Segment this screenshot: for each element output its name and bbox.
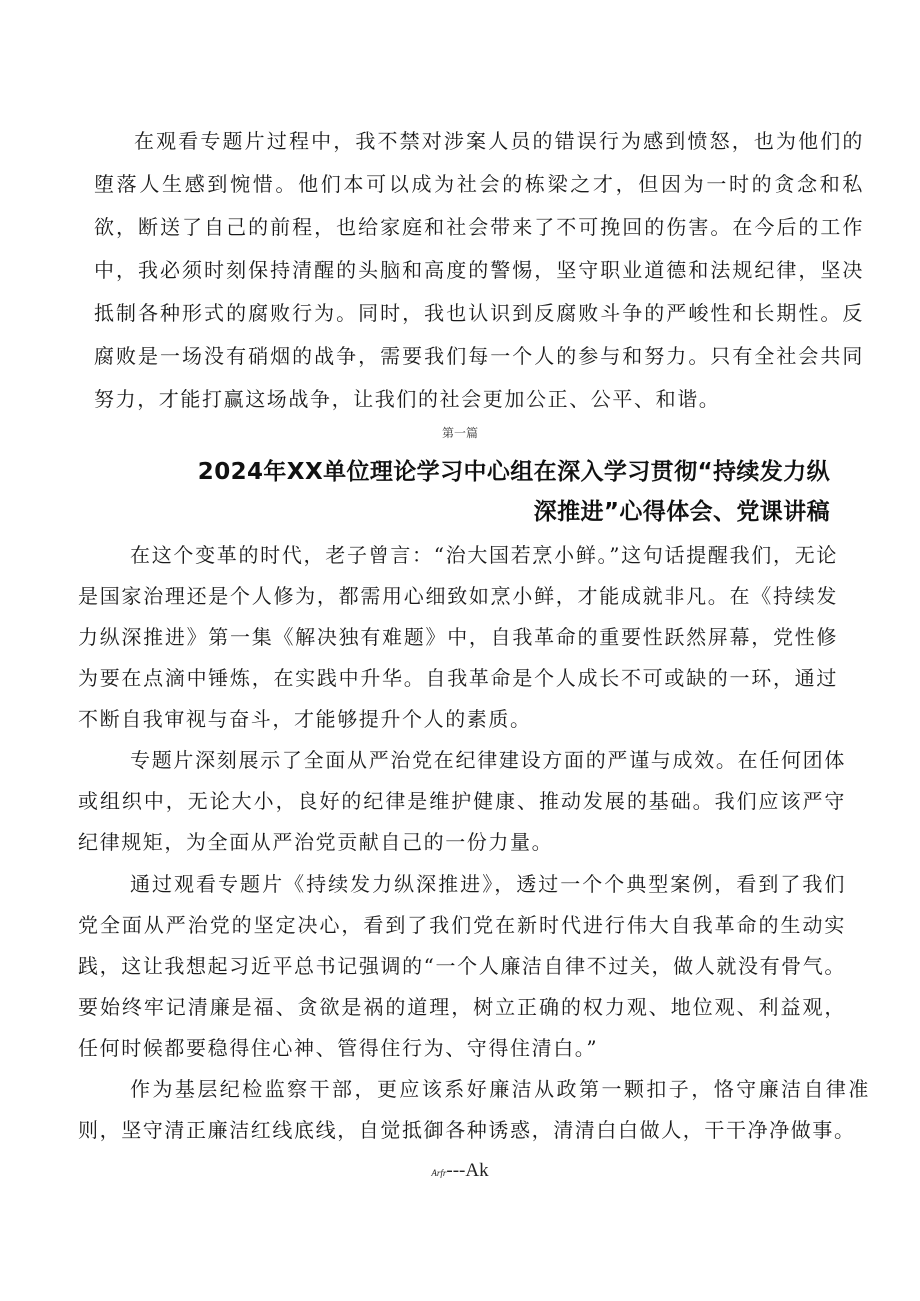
footer-small-text: Arfr xyxy=(431,1168,447,1178)
page-footer xyxy=(0,1160,920,1182)
paragraph-5: 作为基层纪检监察干部，更应该系好廉洁从政第一颗扣子，恪守廉洁自律准则，坚守清正廉洁红线底线，自觉抵御各种诱惑，清清白白做人，干干净净做事。 xyxy=(78,1077,870,1142)
section-marker: 第一篇 xyxy=(441,426,478,440)
paragraph-4: 通过观看专题片《持续发力纵深推进》，透过一个个典型案例，看到了我们党全面从严治党的坚定决心，看到了我们党在新时代进行伟大自我革命的生动实践，这让我想起习近平总书记强调的“一个人廉洁自律不过关，做人就没有骨气。要始终牢记清廉是福、贪欲是祸的道理，树立正确的权力观、地位观、利益观，任何时候都要稳得住心神、管得住行为、守得住清白。” xyxy=(78,872,846,1060)
paragraph-1: 在观看专题片过程中，我不禁对涉案人员的错误行为感到愤怒，也为他们的堕落人生感到惋惜。他们本可以成为社会的栋梁之才，但因为一时的贪念和私欲，断送了自己的前程，也给家庭和社会带来了不可挽回的伤害。在今后的工作中，我必须时刻保持清醒的头脑和高度的警惕，坚守职业道德和法规纪律，坚决抵制各种形式的腐败行为。同时，我也认识到反腐败斗争的严峻性和长期性。反腐败是一场没有硝烟的战争，需要我们每一个人的参与和努力。只有全社会共同努力，才能打赢这场战争，让我们的社会更加公正、公平、和谐。 xyxy=(94,129,864,411)
paragraph-2: 在这个变革的时代，老子曾言：“治大国若烹小鲜。”这句话提醒我们，无论是国家治理还是个人修为，都需用心细致如烹小鲜，才能成就非凡。在《持续发力纵深推进》第一集《解决独有难题》中，自我革命的重要性跃然屏幕，党性修为要在点滴中锤炼，在实践中升华。自我革命是个人成长不可或缺的一环，通过不断自我审视与奋斗，才能够提升个人的素质。 xyxy=(78,543,838,731)
document-title xyxy=(130,452,830,532)
footer-main-text: ---Ak xyxy=(446,1160,489,1181)
paragraph-3: 专题片深刻展示了全面从严治党在纪律建设方面的严谨与成效。在任何团体或组织中，无论大小，良好的纪律是维护健康、推动发展的基础。我们应该严守纪律规矩，为全面从严治党贡献自己的一份力量。 xyxy=(78,748,846,854)
title-line-1: 2024年XX单位理论学习中心组在深入学习贯彻“持续发力纵 xyxy=(197,459,830,485)
title-line-2: 深推进”心得体会、党课讲稿 xyxy=(533,499,830,525)
